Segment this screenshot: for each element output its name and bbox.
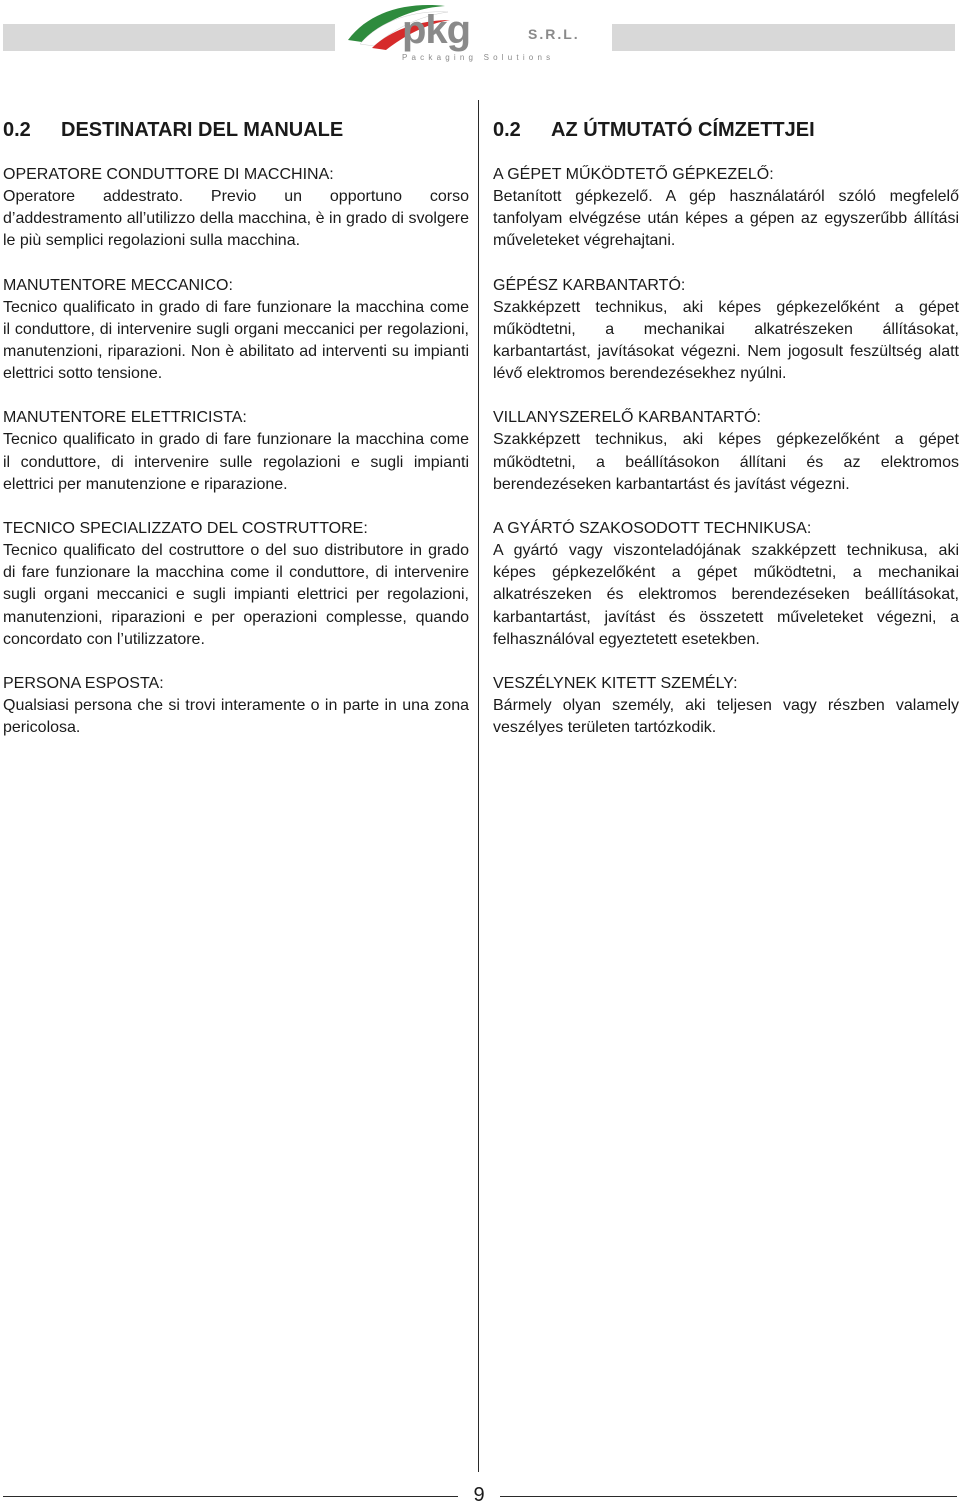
italian-section-mechanic (3, 275, 469, 386)
section-body: Szakképzett technikus, aki képes gépkezelőként a gépet működtetni, a mechanikai alkatrészeken állításokat, karbantartást, javításokat végezni. Nem jogosult feszültség alatt lévő elektromos berendezésekhez nyúlni. (493, 298, 959, 383)
hungarian-section-electrician (493, 407, 959, 496)
heading-title: AZ ÚTMUTATÓ CÍMZETTJEI (551, 119, 815, 141)
heading-number: 0.2 (493, 119, 521, 141)
section-body: Tecnico qualificato del costruttore o del suo distributore in grado di fare funzionare la macchina come il conduttore, di intervenire sugli organi meccanici e sugli impianti elettrici per regolazioni, manutenzioni, riparazioni e per operazioni complesse, quando concordato con l’utilizzatore. (3, 542, 469, 648)
header-bar-left (3, 24, 335, 51)
hungarian-heading (493, 116, 959, 144)
italian-section-exposed-person (3, 673, 469, 739)
hungarian-section-exposed-person (493, 673, 959, 739)
section-body: Szakképzett technikus, aki képes gépkezelőként a gépet működtetni, a beállításokon állítani és az elektromos berendezéseken karbantartást és javítást végezni. (493, 431, 959, 493)
pkg-logo (340, 0, 610, 66)
section-body: Bármely olyan személy, aki teljesen vagy részben valamely veszélyes területen tartózkodik. (493, 697, 959, 737)
page-number: 9 (473, 1484, 485, 1506)
italian-heading (3, 116, 469, 144)
hungarian-section-operator (493, 164, 959, 253)
heading-number: 0.2 (3, 119, 31, 141)
section-body: Tecnico qualificato in grado di fare funzionare la macchina come il conduttore, di intervenire sugli organi meccanici per regolazioni, manutenzioni, riparazioni. Non è abilitato ad interventi su impianti elettrici sotto tensione. (3, 298, 469, 383)
header-bar-right (612, 24, 955, 51)
footer-line-right (500, 1496, 957, 1497)
section-title: VESZÉLYNEK KITETT SZEMÉLY: (493, 675, 738, 693)
section-body: Tecnico qualificato in grado di fare funzionare la macchina come il conduttore, di intervenire sulle regolazioni e sugli impianti elettrici per manutenzione e riparazione. (3, 431, 469, 493)
section-body: Qualsiasi persona che si trovi interamente o in parte in una zona pericolosa. (3, 697, 469, 737)
section-title: MANUTENTORE MECCANICO: (3, 276, 233, 294)
logo-suffix: S.R.L. (528, 26, 580, 42)
section-title: VILLANYSZERELŐ KARBANTARTÓ: (493, 409, 761, 427)
italian-section-operator (3, 164, 469, 253)
section-title: PERSONA ESPOSTA: (3, 675, 164, 693)
section-title: TECNICO SPECIALIZZATO DEL COSTRUTTORE: (3, 520, 368, 538)
footer-line-left (3, 1496, 458, 1497)
section-body: Betanított gépkezelő. A gép használatáról szóló megfelelő tanfolyam elvégzése után képes a gépen az egyszerűbb állítási műveleteket végrehajtani. (493, 188, 959, 250)
section-title: A GYÁRTÓ SZAKOSODOTT TECHNIKUSA: (493, 520, 812, 538)
hungarian-section-mechanic (493, 275, 959, 386)
section-body: Operatore addestrato. Previo un opportuno corso d’addestramento all’utilizzo della macchina, è in grado di svolgere le più semplici regolazioni sulla macchina. (3, 188, 469, 250)
logo-tagline: Packaging Solutions (402, 53, 555, 62)
section-title: GÉPÉSZ KARBANTARTÓ: (493, 276, 686, 294)
section-title: MANUTENTORE ELETTRICISTA: (3, 409, 247, 427)
section-title: A GÉPET MŰKÖDTETŐ GÉPKEZELŐ: (493, 166, 774, 183)
section-title: OPERATORE CONDUTTORE DI MACCHINA: (3, 166, 334, 183)
italian-section-technician (3, 518, 469, 651)
section-body: A gyártó vagy viszonteladójának szakképzett technikusa, aki képes gépkezelőként a gépet működtetni, a mechanikai alkatrészeken és elektromos berendezéseken beállításokat, karbantartást, javítást és összetett műveleteket végezni, a felhasználóval egyeztetett esetekben. (493, 542, 959, 648)
italian-section-electrician (3, 407, 469, 496)
hungarian-section-technician (493, 518, 959, 651)
logo-wordmark: pkg (402, 8, 471, 52)
heading-title: DESTINATARI DEL MANUALE (61, 119, 344, 141)
italian-column (3, 116, 469, 739)
column-divider (478, 100, 479, 1472)
hungarian-column (493, 116, 959, 739)
